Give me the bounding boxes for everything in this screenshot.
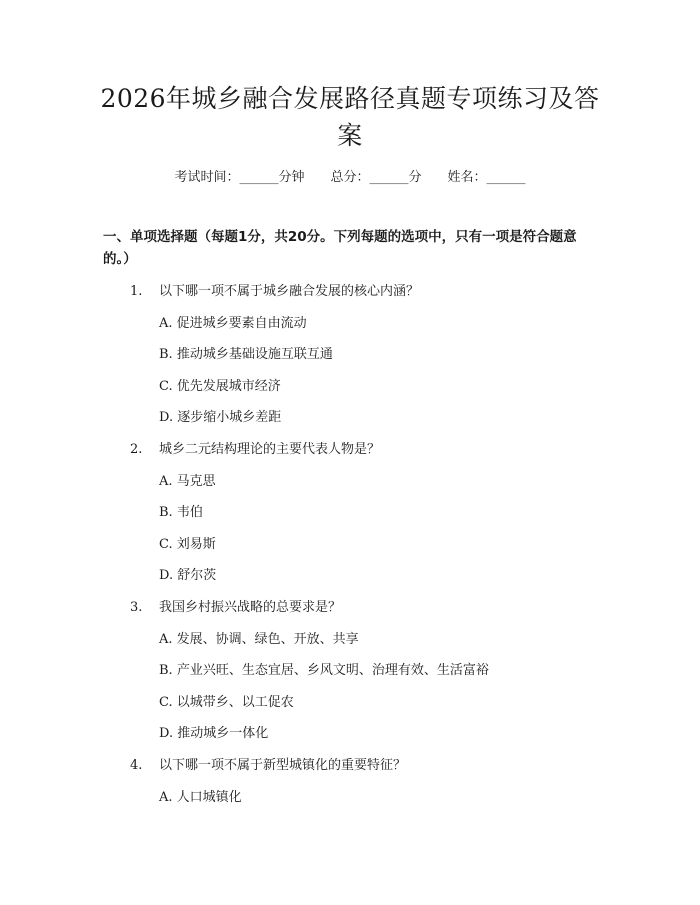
time-label: 考试时间： [174,170,240,185]
question-text: 以下哪一项不属于新型城镇化的重要特征？ [159,758,407,773]
option-item: B. 推动城乡基础设施互联互通 [159,347,333,362]
name-blank: ______ [486,170,526,185]
question-number: 3. [130,600,143,615]
name-label: 姓名： [447,170,487,185]
option-item: A. 马克思 [159,474,216,489]
question-text: 城乡二元结构理论的主要代表人物是？ [159,442,381,457]
exam-meta [0,168,700,188]
option-item: C. 以城带乡、以工促农 [159,695,294,710]
question-number: 4. [130,758,143,773]
option-item: D. 逐步缩小城乡差距 [159,410,282,425]
option-item: D. 推动城乡一体化 [159,726,269,741]
score-blank: ______ [369,170,409,185]
score-label: 总分： [330,170,370,185]
option-item: A. 促进城乡要素自由流动 [159,316,307,331]
page-title: 2026年城乡融合发展路径真题专项练习及答案 [100,84,600,150]
option-item: C. 优先发展城市经济 [159,379,281,394]
option-item: A. 发展、协调、绿色、开放、共享 [159,632,359,647]
question-number: 2. [130,442,143,457]
score-unit: 分 [408,170,422,185]
time-unit: 分钟 [278,170,305,185]
question-text: 以下哪一项不属于城乡融合发展的核心内涵？ [159,284,420,299]
section-heading: 一、单项选择题（每题1分，共20分。下列每题的选项中，只有一项是符合题意的。） [103,229,577,267]
option-item: A. 人口城镇化 [159,790,242,805]
question-text: 我国乡村振兴战略的总要求是？ [159,600,342,615]
question-number: 1. [130,284,143,299]
option-item: C. 刘易斯 [159,537,216,552]
option-item: B. 韦伯 [159,505,203,520]
option-item: B. 产业兴旺、生态宜居、乡风文明、治理有效、生活富裕 [159,663,489,678]
option-item: D. 舒尔茨 [159,568,217,583]
time-blank: ______ [239,170,279,185]
